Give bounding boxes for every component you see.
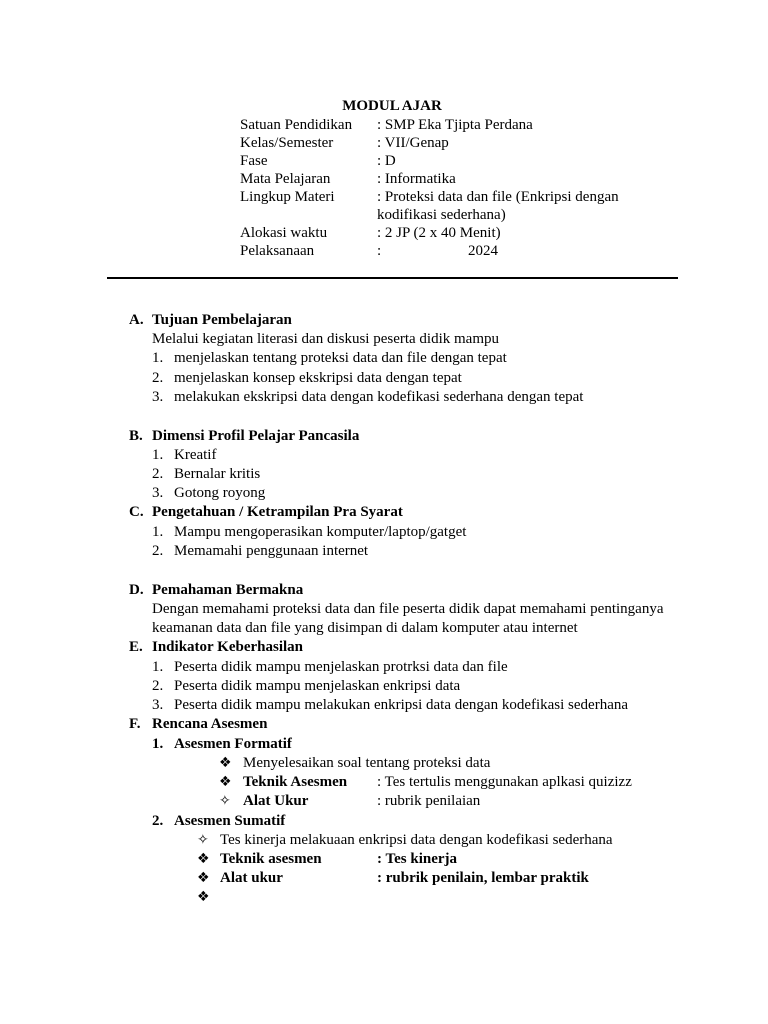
list-item-number: 2. (152, 466, 164, 482)
subsection-number: 2. (152, 813, 164, 829)
list-item-number: 3. (152, 485, 164, 501)
list-item-number: 1. (152, 350, 164, 366)
section-b-title: Dimensi Profil Pelajar Pancasila (152, 428, 360, 444)
alat-label: Alat ukur (220, 870, 283, 886)
list-item-number: 2. (152, 370, 164, 386)
section-d-text-line-2: keamanan data dan file yang disimpan di dalam komputer atau internet (152, 620, 578, 636)
section-e-title: Indikator Keberhasilan (152, 639, 304, 655)
outline-diamond-bullet-icon: ✧ (219, 793, 231, 809)
subsection-title-formatif: Asesmen Formatif (174, 736, 292, 752)
list-item: Mampu mengoperasikan komputer/laptop/gatget (174, 524, 467, 540)
teknik-label: Teknik asesmen (220, 851, 322, 867)
section-b-letter: B. (129, 428, 143, 444)
section-f-letter: F. (129, 716, 141, 732)
diamond-bullet-icon: ❖ (197, 851, 210, 867)
list-item-number: 1. (152, 447, 164, 463)
bullet-text: Tes kinerja melakuaan enkripsi data dengan kodefikasi sederhana (220, 832, 613, 848)
list-item: menjelaskan tentang proteksi data dan file dengan tepat (174, 350, 507, 366)
alat-label: Alat Ukur (243, 793, 309, 809)
list-item: Bernalar kritis (174, 466, 261, 482)
list-item: Kreatif (174, 447, 217, 463)
page-title: MODUL AJAR (342, 98, 442, 114)
list-item: menjelaskan konsep ekskripsi data dengan tepat (174, 370, 462, 386)
header-value-satuan: : SMP Eka Tjipta Perdana (377, 117, 533, 133)
teknik-label: Teknik Asesmen (243, 774, 348, 790)
header-label-mapel: Mata Pelajaran (240, 171, 331, 187)
list-item: Peserta didik mampu melakukan enkripsi data dengan kodefikasi sederhana (174, 697, 629, 713)
teknik-value: : Tes kinerja (377, 851, 458, 867)
header-value-fase: : D (377, 153, 396, 169)
diamond-bullet-icon: ❖ (219, 755, 232, 771)
header-value-kelas: : VII/Genap (377, 135, 449, 151)
header-label-pelaksanaan: Pelaksanaan (240, 243, 315, 259)
section-c-title: Pengetahuan / Ketrampilan Pra Syarat (152, 504, 403, 520)
list-item-number: 1. (152, 524, 164, 540)
header-label-fase: Fase (240, 153, 268, 169)
section-a-letter: A. (129, 312, 144, 328)
header-value-pelaksanaan-year: 2024 (468, 243, 498, 259)
subsection-title-sumatif: Asesmen Sumatif (174, 813, 286, 829)
header-value-lingkup: : Proteksi data dan file (Enkripsi dengan (377, 189, 619, 205)
header-value-lingkup-cont: kodifikasi sederhana) (377, 207, 506, 223)
header-value-pelaksanaan-colon: : (377, 243, 382, 259)
section-a-intro: Melalui kegiatan literasi dan diskusi peserta didik mampu (152, 331, 499, 347)
diamond-bullet-icon: ❖ (197, 889, 210, 905)
list-item: melakukan ekskripsi data dengan kodefikasi sederhana dengan tepat (174, 389, 584, 405)
section-d-title: Pemahaman Bermakna (152, 582, 304, 598)
list-item-number: 2. (152, 543, 164, 559)
diamond-bullet-icon: ❖ (219, 774, 232, 790)
list-item-number: 2. (152, 678, 164, 694)
header-label-lingkup: Lingkup Materi (240, 189, 335, 205)
bullet-text: Menyelesaikan soal tentang proteksi data (243, 755, 491, 771)
list-item: Gotong royong (174, 485, 266, 501)
diamond-bullet-icon: ❖ (197, 870, 210, 886)
alat-value: : rubrik penilain, lembar praktik (377, 870, 589, 886)
section-a-title: Tujuan Pembelajaran (152, 312, 292, 328)
list-item-number: 3. (152, 697, 164, 713)
section-d-letter: D. (129, 582, 144, 598)
list-item-number: 1. (152, 659, 164, 675)
header-divider (107, 277, 678, 279)
alat-value: : rubrik penilaian (377, 793, 481, 809)
header-value-alokasi: : 2 JP (2 x 40 Menit) (377, 225, 501, 241)
header-label-alokasi: Alokasi waktu (240, 225, 328, 241)
header-value-mapel: : Informatika (377, 171, 456, 187)
header-label-satuan: Satuan Pendidikan (240, 117, 353, 133)
section-f-title: Rencana Asesmen (152, 716, 268, 732)
section-e-letter: E. (129, 639, 143, 655)
header-label-kelas: Kelas/Semester (240, 135, 334, 151)
list-item: Memamahi penggunaan internet (174, 543, 369, 559)
list-item: Peserta didik mampu menjelaskan protrksi data dan file (174, 659, 508, 675)
section-d-text-line-1: Dengan memahami proteksi data dan file peserta didik dapat memahami pentinganya (152, 601, 664, 617)
list-item-number: 3. (152, 389, 164, 405)
section-c-letter: C. (129, 504, 144, 520)
teknik-value: : Tes tertulis menggunakan aplkasi quizizz (377, 774, 632, 790)
list-item: Peserta didik mampu menjelaskan enkripsi data (174, 678, 461, 694)
subsection-number: 1. (152, 736, 164, 752)
outline-diamond-bullet-icon: ✧ (197, 832, 209, 848)
